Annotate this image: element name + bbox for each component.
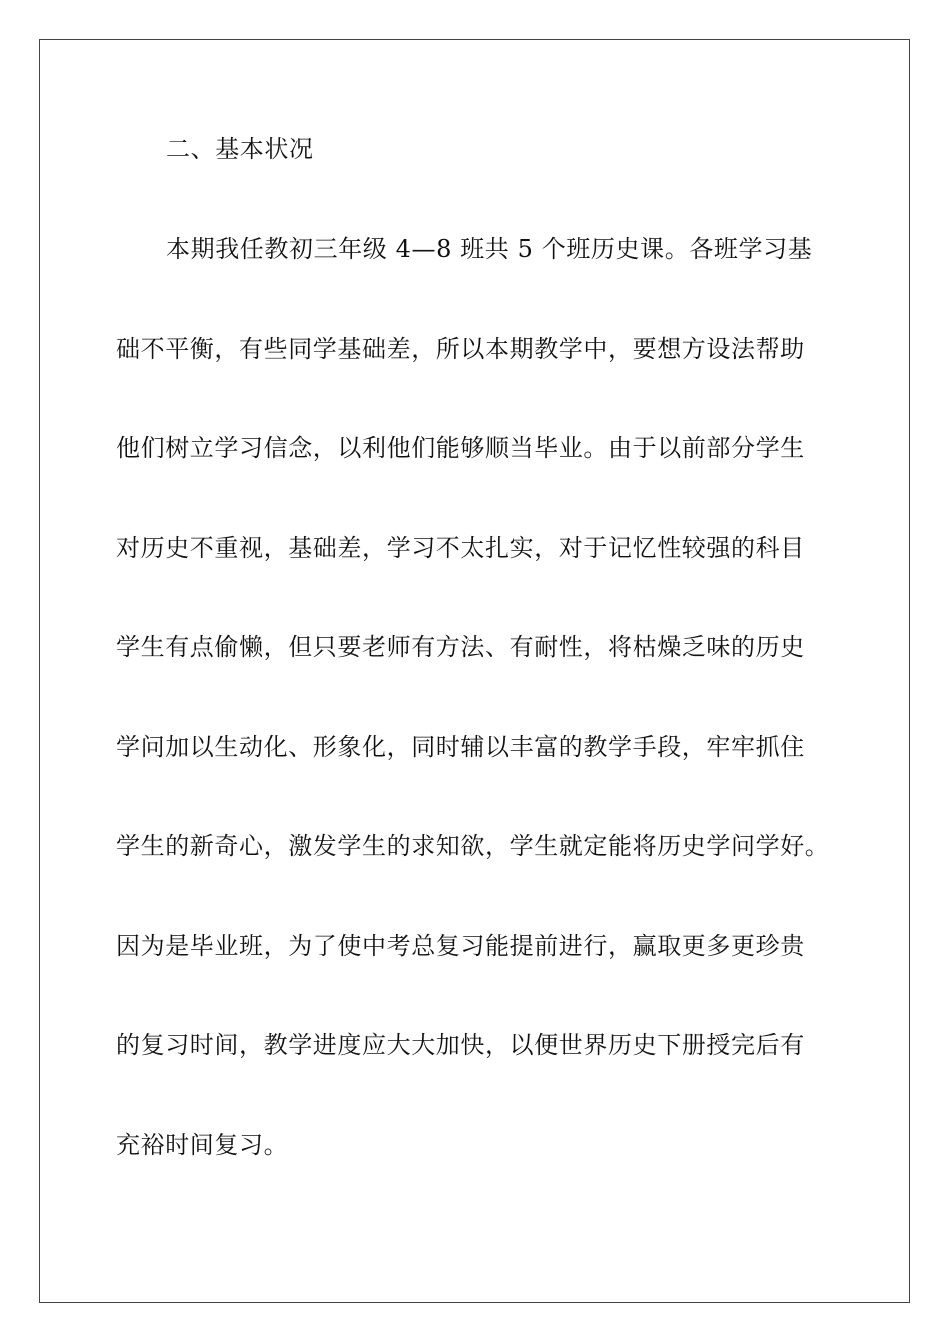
section-heading: 二、基本状况 [166, 135, 314, 163]
paragraph-line-8: 因为是毕业班，为了使中考总复习能提前进行，赢取更多更珍贵 [116, 932, 805, 960]
paragraph-line-7: 学生的新奇心，激发学生的求知欲，学生就定能将历史学问学好。 [116, 832, 830, 860]
paragraph-line-3: 他们树立学习信念，以利他们能够顺当毕业。由于以前部分学生 [116, 434, 805, 462]
paragraph-line-10: 充裕时间复习。 [116, 1131, 289, 1159]
page-frame [39, 39, 910, 1303]
paragraph-line-4: 对历史不重视，基础差，学习不太扎实，对于记忆性较强的科目 [116, 534, 805, 562]
paragraph-line-5: 学生有点偷懒，但只要老师有方法、有耐性，将枯燥乏味的历史 [116, 633, 805, 661]
paragraph-line-9: 的复习时间，教学进度应大大加快，以便世界历史下册授完后有 [116, 1031, 805, 1059]
paragraph-line-2: 础不平衡，有些同学基础差，所以本期教学中，要想方设法帮助 [116, 335, 805, 363]
paragraph-line-6: 学问加以生动化、形象化，同时辅以丰富的教学手段，牢牢抓住 [116, 733, 805, 761]
paragraph-line-1: 本期我任教初三年级 4—8 班共 5 个班历史课。各班学习基 [166, 235, 813, 263]
